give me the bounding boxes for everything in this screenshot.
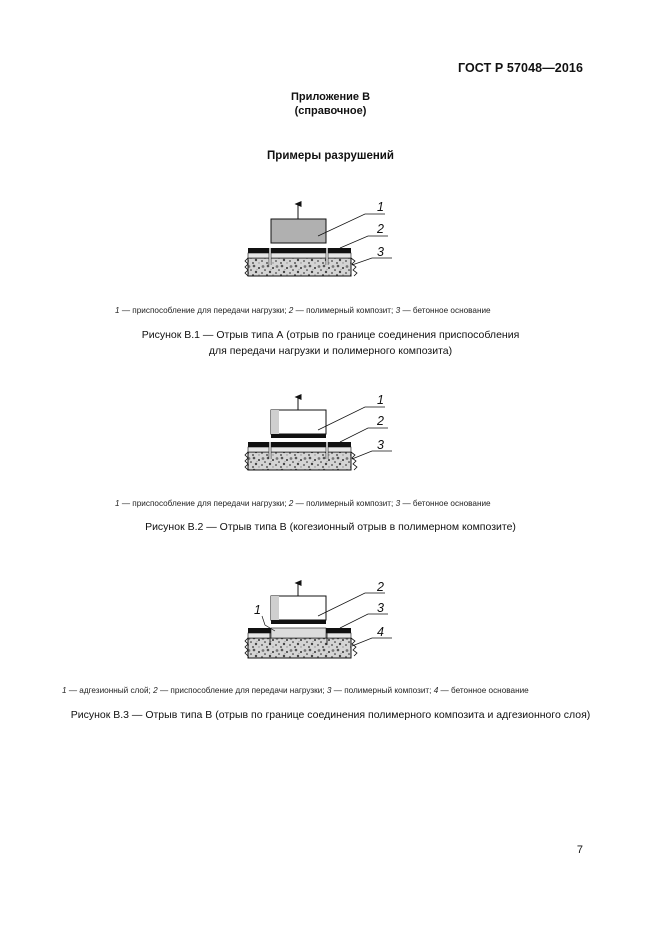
legend-num: 3 — [395, 499, 401, 508]
fig2-label-1: 1 — [377, 393, 384, 407]
fig1-label-3: 3 — [377, 245, 384, 259]
legend-num: 1 — [62, 686, 67, 695]
figure-2-caption-line-1: Рисунок В.2 — Отрыв типа В (когезионный отрыв в полимерном композите) — [145, 521, 516, 533]
legend-num: 2 — [288, 306, 294, 315]
legend-text: — приспособление для передачи нагрузки; — [157, 686, 327, 695]
figure-1-caption-line-1: Рисунок В.1 — Отрыв типа А (отрыв по границе соединения приспособления — [141, 329, 520, 341]
legend-text: — адгезионный слой; — [66, 686, 154, 695]
figure-1-diagram — [245, 204, 392, 276]
legend-text: — бетонное основание — [438, 686, 529, 695]
fig2-label-2: 2 — [377, 414, 384, 428]
section-title: Примеры разрушений — [267, 150, 394, 162]
annex-title: Приложение В — [290, 91, 371, 103]
legend-text: — полимерный композит; — [293, 499, 396, 508]
figure-1-caption-line-2: для передачи нагрузки и полимерного композита) — [208, 345, 453, 357]
annex-subtitle: (справочное) — [294, 105, 367, 117]
figure-2-legend — [115, 499, 491, 508]
fig2-label-3: 3 — [377, 438, 384, 452]
figure-3-caption — [0, 707, 661, 723]
legend-num: 4 — [433, 686, 439, 695]
legend-num: 2 — [153, 686, 158, 695]
figure-3-diagram — [245, 583, 392, 658]
legend-num: 1 — [115, 306, 120, 315]
legend-text: — бетонное основание — [400, 306, 491, 315]
figure-1-legend — [115, 306, 491, 315]
figure-1-caption — [0, 327, 661, 359]
legend-text: — приспособление для передачи нагрузки; — [119, 499, 289, 508]
fig1-label-1: 1 — [377, 200, 384, 214]
fig3-label-1: 1 — [254, 603, 261, 617]
figure-2-caption — [0, 519, 661, 535]
standard-code: ГОСТ Р 57048—2016 — [457, 61, 583, 75]
legend-num: 1 — [115, 499, 120, 508]
legend-num: 3 — [326, 686, 332, 695]
fig3-label-2: 2 — [377, 580, 384, 594]
figure-3-caption-line-1: Рисунок В.3 — Отрыв типа В (отрыв по границе соединения полимерного композита и адгезионного слоя) — [70, 709, 591, 721]
figure-3-legend — [62, 686, 529, 695]
fig3-label-4: 4 — [377, 625, 384, 639]
fig1-label-2: 2 — [377, 222, 384, 236]
legend-num: 3 — [395, 306, 401, 315]
legend-text: — приспособление для передачи нагрузки; — [119, 306, 289, 315]
legend-num: 2 — [288, 499, 294, 508]
legend-text: — бетонное основание — [400, 499, 491, 508]
page-number: 7 — [576, 844, 583, 856]
fig3-label-3: 3 — [377, 601, 384, 615]
figure-2-diagram — [245, 397, 392, 470]
legend-text: — полимерный композит; — [293, 306, 396, 315]
legend-text: — полимерный композит; — [331, 686, 434, 695]
